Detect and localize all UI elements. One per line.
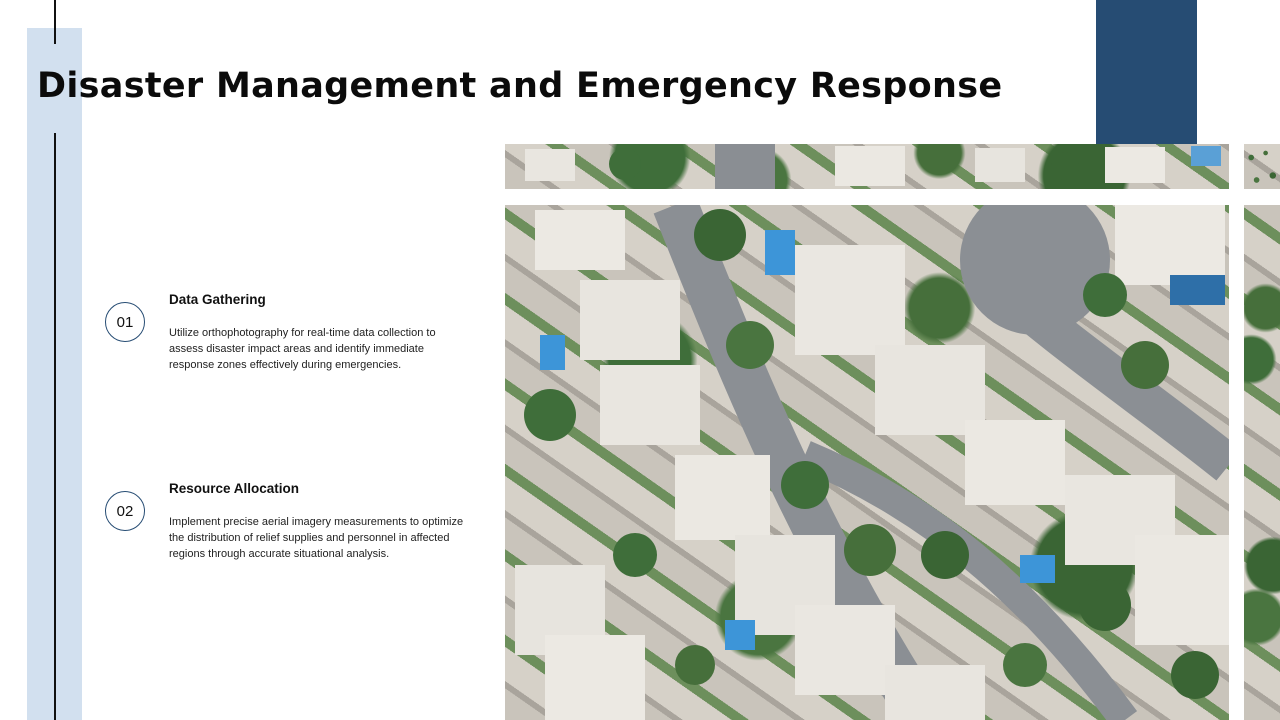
step-description: Implement precise aerial imagery measurements to optimize the distribution of relief supplies and personnel in affected regions through accurate situational analysis. bbox=[169, 516, 464, 560]
side-line-main bbox=[54, 133, 56, 720]
step-description: Utilize orthophotography for real-time data collection to assess disaster impact areas and identify immediate response zones effectively during emergencies. bbox=[169, 327, 436, 371]
step-heading: Data Gathering bbox=[169, 292, 266, 307]
aerial-photo-strip-top bbox=[505, 144, 1229, 189]
step-heading: Resource Allocation bbox=[169, 481, 300, 496]
aerial-neighborhood-photo bbox=[505, 205, 1229, 720]
slide-title: Disaster Management and Emergency Response bbox=[37, 66, 1003, 106]
side-line-top bbox=[54, 0, 56, 44]
corner-accent-block bbox=[1096, 0, 1197, 144]
step-number-badge: 02 bbox=[105, 491, 145, 531]
step-number-badge: 01 bbox=[105, 302, 145, 342]
aerial-photo-edge-top bbox=[1244, 144, 1280, 189]
aerial-photo-edge bbox=[1244, 205, 1280, 720]
